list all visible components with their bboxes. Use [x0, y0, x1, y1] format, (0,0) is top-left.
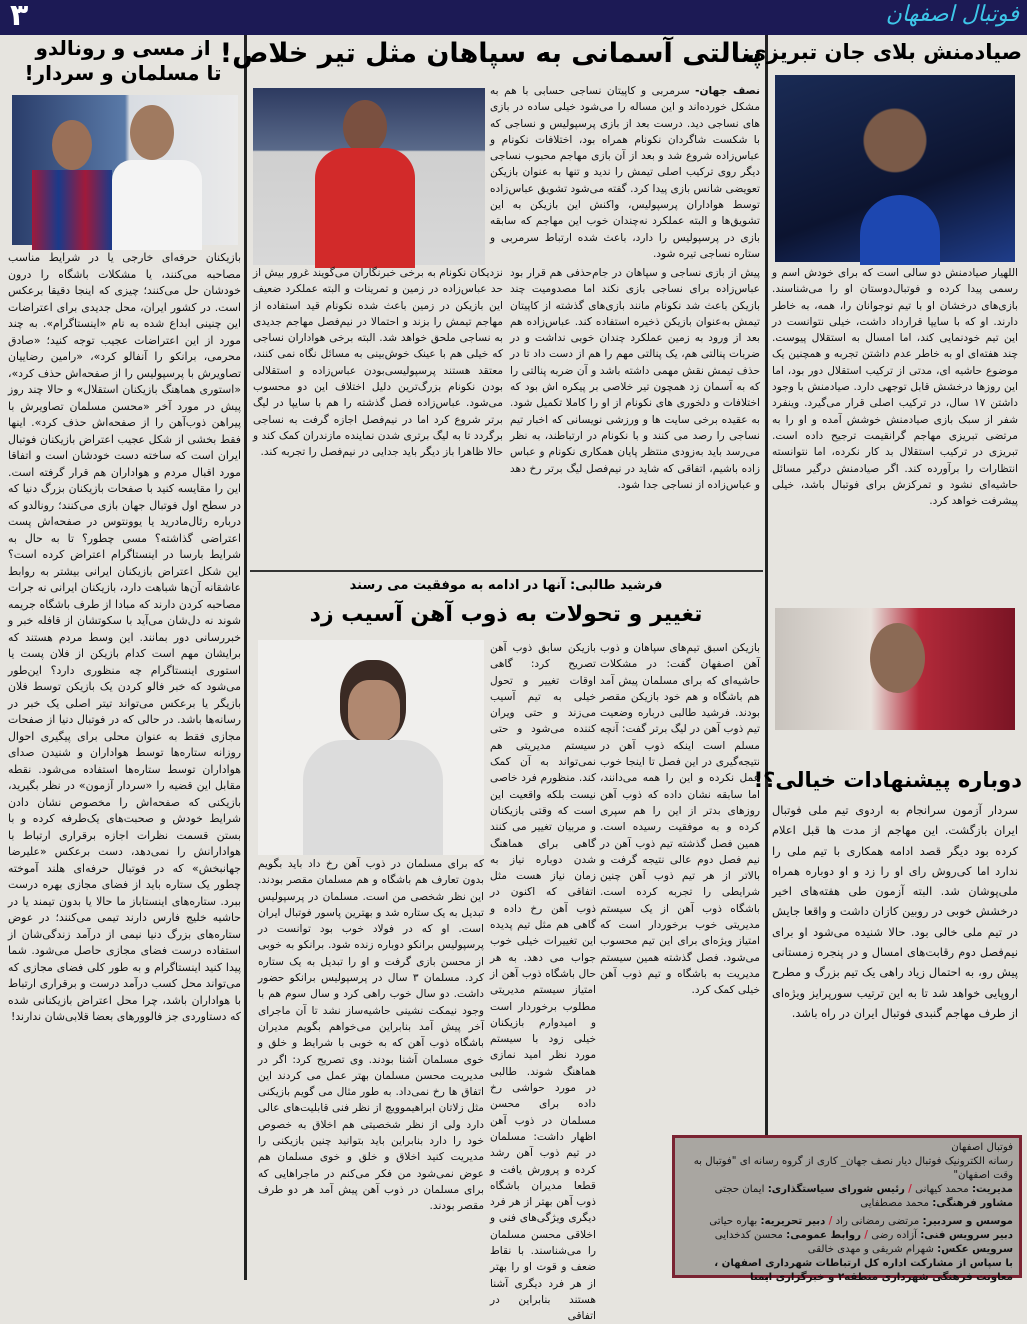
headline-line: از مسی و رونالدو	[35, 36, 211, 60]
label: روابط عمومی:	[786, 1230, 861, 1241]
photo-farshid-talebi	[258, 640, 484, 855]
label: موسس و سردبیر:	[922, 1216, 1013, 1227]
player-photo-sayadmanesh	[775, 75, 1015, 262]
player-photo-abbaszadeh	[253, 88, 485, 265]
credits-thanks: با سپاس از مشارکت اداره کل ارتباطات شهرداری اصفهان ، معاونت فرهنگی شهرداری منطقه۲ و خبرگزاری ایمنا	[714, 1258, 1013, 1283]
label: سرویس عکس:	[937, 1244, 1013, 1255]
column-divider	[244, 35, 247, 1280]
value: ایمان حجتی	[714, 1184, 765, 1195]
value: آزاده رضی	[871, 1230, 917, 1241]
photo-messi-ronaldo	[12, 95, 238, 245]
lead-source: نصف جهان-	[695, 85, 760, 97]
label: دبیر تحریریه:	[760, 1216, 826, 1227]
section-divider	[250, 570, 763, 572]
value: شهرام شریفی و مهدی خالقی	[807, 1244, 934, 1255]
body-text: سرمربی و کاپیتان نساجی حسابی با هم به مشکل خورده‌اند و این مساله را می‌شود خیلی ساده در بازی های نساجی دید. درست بعد از بازی پرسپولیس و نساجی که با شکست شاگردان نکونام همراه بود، اختلافات نکونام و عباس‌زاده شروع شد و بعد از آن بازی مهاجم محبوب نساجی دیگر روی ترکیب اصلی تیمش را ندید و تنها به عنوان بازیکن تعویضی شانس بازی پیدا کرد. گفته می‌شود تشویق عباس‌زاده توسط هواداران پرسپولیس، واکنش این بازیکن به این تشویق‌ها و البته عملکرد نه‌چندان خوب این مهاجم که سابقه بازی در پرسپولیس را دارد، باعث شده ارتباط سرمربی و ستاره نساجی تیره شود.	[490, 85, 760, 260]
headline-line: تا مسلمان و سردار!	[24, 61, 222, 85]
page-header	[0, 0, 1027, 35]
column-divider	[765, 35, 768, 1280]
headline-zobahan: تغییر و تحولات به ذوب آهن آسیب زد	[309, 602, 703, 627]
player-photo-azmoun	[775, 608, 1015, 730]
article-body-zobahan-col3: که برای مسلمان در ذوب آهن رخ داد باید بگویم بدون تعارف هم باشگاه و هم مسلمان مقصر بودند. این نظر شخصی من است. مسلمان در پرسپولیس تبدیل به یک ستاره شد و بهترین پاسور فوتبال ایران است. او که در فولاد خوب بود توانست در پرسپولیس برانکو دوباره زنده شود. برانکو به خوبی از محسن بازی گرفت و او را تبدیل به یک ستاره کرد. مسلمان ۳ سال در پرسپولیس برانکو حضور داشت. دو سال خوب راهی کرد و سال سوم هم با وجود نیمکت نشینی حاشیه‌ساز نشد تا آن ماجرای آخر پیش آمد بنابراین می‌خواهم بگویم مدیران باشگاه ذوب آهن که به خوبی با شرایط و خلق و خوی مسلمان آشنا بودند. وی تصریح کرد: اگر در مدیریت محسن مسلمان بهتر عمل می کردند این اتفاق ها رخ نمی‌داد. به طور مثال می گویم بازیکنی مثل زلاتان ابراهیموویچ از نظر فنی قابلیت‌های عالی دارد ولی از نظر شخصیتی هم اخلاق به خصوص خود را دارد بنابراین باید بتوانید چنین بازیکنی را مدیریت کنید اخلاق و خلق و خوی مسلمان هم عوض نمی‌شود من فکر می‌کنم در ماجراهایی که برای مسلمان در ذوب آهن پیش آمد هر دو طرف مقصر بودند.	[258, 858, 484, 1213]
article-body-penalty-lead	[490, 83, 760, 265]
value: محسن کدخدایی	[714, 1230, 783, 1241]
value: بهاره حیاتی	[709, 1216, 758, 1227]
label: مشاور فرهنگی:	[932, 1198, 1013, 1209]
label: مدیریت:	[971, 1184, 1013, 1195]
article-body-messi-ronaldo: بازیکنان حرفه‌ای خارجی یا در شرایط مناسب مصاحبه می‌کنند، یا مشکلات باشگاه را درون خودشان حل می‌کنند؛ چیزی که اینجا دقیقا برعکس است. در کشور ایران، محل جدیدی برای اعتراضات این چنینی ابداع شده به نام «اینستاگرام». به چند مورد از این اعتراضات عجیب توجه کنید؛ «صادق محرمی، برانکو را آنفالو کرد»، «رامین رضاییان تصاویرش با پرسپولیس را از صفحه‌اش حذف کرد»، «استوری هماهنگ بازیکنان استقلال» و حالا چند روز پیش در مورد آخر «محسن مسلمان تصاویرش با پیراهن ذوب‌آهن را از صفحه‌اش حذف کرد». اینها فقط بخشی از شکل عجیب اعتراض بازیکنان فوتبال ایران است که ساخته دست خودشان است و اتفاقا مورد اقبال مردم و هواداران هم قرار گرفته است. این را مقایسه کنید با صفحات بازیکنان بزرگ دنیا که در سطح اول فوتبال جهان بازی می‌کنند؛ رونالدو که درباره رئال‌مادرید یا یوونتوس در صفحه‌اش پست اعتراضی گذاشته؟ مسی چطور؟ تا به حال به شرایط بارسا در اینستاگرام اعتراض کرده است؟ این شکل اعتراض بازیکنان ایرانی بیشتر به روابط عاشقانه آن‌ها شباهت دارد، بازیکنان ایرانی نه جرات مصاحبه کردن دارند که مبادا از طرف باشگاه جریمه شوند نه دل‌شان می‌آید با سکوتشان از قافله خبر و خبررسانی دور بمانند. این وسط مردم هستند که برایشان مهم است کدام بازیکن از فلان پست یا استوری اینستاگرام چه منظوری دارد؟ این‌طور می‌شود که خبر فالو کردن یک بازیکن توسط فلان بازیگر یا برعکس می‌تواند تیتر اصلی یک خبر در رسانه‌ها باشد. در حالی که در فوتبال دنیا از صفحات مجازی فقط به عنوان محلی برای پیگیری احوال روزانه ستاره‌ها توسط هواداران و شنیدن صدای هواداران توسط ستاره‌ها استفاده می‌شود. نقطه مقابل این قضیه را «سردار آزمون» در نظر بگیرید، بازیکنی که صفحه‌اش را مخصوص نشان دادن شرایط خودش و صحبت‌های یک‌طرفه کرده و با بستن قسمت نظرات اجازه برقراری ارتباط با هوادارانش را نمی‌دهد، دست برعکس «علیرضا جهانبخش» که در فوتبال حرفه‌ای هلند آموخته چطور یک ستاره باید از فضای مجازی بهره درست ببرد. ستاره‌های اینستاباز ما حالا یا بدون تیمند یا در حاشیه خلیج فارس دارند تیمی می‌کنند؛ در عوض ستاره‌های بزرگ دنیا نیمی از درآمد زندگی‌شان از استفاده درست فضای مجازی حاصل می‌شود. شما پیدا کنید اینستاگرام و به طور کلی فضای مجازی که می‌تواند محل کسب درآمد درست و برقراری ارتباط با هواداران باشد، چرا محل اعتراض بازیکنانی شده که دستاوردی جز فالوورهای بعضا قلابی‌شان ندارند!	[8, 251, 241, 1023]
article-body-zobahan-col1: بازیکن اسبق تیم‌های سپاهان و ذوب آهن اصفهان گفت: در مشکلات حاشیه‌ای که برای مسلمان پیش آمد هم باشگاه و هم خود بازیکن مقصر بودند. فرشید طالبی درباره وضعیت تیم ذوب آهن در لیگ برتر گفت: آنچه مسلم است اینکه ذوب آهن در نتیجه‌گیری در این فصل تا اینجا خوب عمل نکرده و این را همه می‌دانند، اما سابقه نشان داده که ذوب آهن روزهای بدتر از این را هم سپری کرده و به موفقیت رسیده است. همین فصل گذشته تیم ذوب آهن در نیم فصل دوم عالی نتیجه گرفت و بالاتر از هر تیم ذوب آهن چنین شرایطی را تجربه کرده است. باشگاه ذوب آهن از یک سیستم مدیریتی خوب برخوردار است که امتیاز ویژه‌ای برای این تیم محسوب می‌شود. فصل گذشته همین سیستم مدیریت به باشگاه و تیم ذوب آهن خیلی کمک کرد.	[600, 642, 760, 997]
article-body-penalty-col1: پیش از بازی نساجی و سپاهان در جام‌حذفی هم قرار بود عباس‌زاده برای نساجی بازی نکند اما مصدومیت چند بازیکن باعث شد نکونام مانند بازی‌های گذشته از کاپیتان تیمش به‌عنوان بازیکن ذخیره استفاده کند. عباس‌زاده هم بعد از ورود به زمین عملکرد چندان خوبی نداشت و در ضربات پنالتی هم، یک پنالتی مهم را هم از دست داد تا در حذف تیمش نقش مهمی داشته باشد و آن ضربه پنالتی را که به آسمان زد همچون تیر خلاصی بر پیکره اش بود که اختلافات و دلخوری های نکونام از او را کاملا تکمیل شود. به عقیده برخی سایت ها و ورزشی نویسانی که اخبار تیم نساجی را رصد می کنند و با نکونام در ارتباطند، به نظر می‌رسد باید به‌زودی منتظر پایان همکاری نکونام و عباس زاده باشیم، اتفاقی که شاید در نیم‌فصل لیگ برتر رخ دهد و عباس‌زاده از نساجی جدا شود.	[510, 267, 760, 491]
credits-subtitle: رسانه الکترونیک فوتبال دیار نصف جهان_ کاری از گروه رسانه ای "فوتبال به وقت اصفهان"	[693, 1156, 1013, 1181]
value: محمد مصطفایی	[860, 1198, 929, 1209]
value: محمد کیهانی	[915, 1184, 969, 1195]
label: دبیر سرویس فنی:	[920, 1230, 1013, 1241]
article-body-sayadmanesh: اللهیار صیادمنش دو سالی است که برای خودش اسم و رسمی پیدا کرده و فوتبال‌دوستان او را می‌شناسند. بازی‌های درخشان او با تیم نوجوانان را، همه، به خاطر دارند. او که با سایپا قرارداد داشت، خیلی نتوانست در این تیم خودنمایی کند، اما امسال به استقلال پیوست. چند هفته‌ای او به خاطر عدم داشتن تجربه و همچنین یک موضوع حاشیه ای، مدتی از ترکیب استقلال دور بود، اما این روزها درخشش قابل توجهی دارد. صیادمنش با وجود داشتن ۱۷ سال، در ترکیب اصلی قرار می‌گیرد. وینفرد شفر از سبک بازی صیادمنش خوشش آمده و او را به مرتضی تبریزی مهاجم گرانقیمت ترجیح داده است. تبریزی در ترکیب استقلال بد کار نکرده، اما نتوانسته انتظارات را برآورده کند. اگر صیادمنش درگیر مسائل حاشیه‌ای نشود و تمرکزش برای فوتبال باشد، خیلی پیشرفت خواهد کرد.	[772, 267, 1018, 508]
logo: فوتبال اصفهان	[885, 2, 1019, 27]
value: مرتضی رمضانی راد	[835, 1216, 920, 1227]
article-body-zobahan-col2: بازیکن سابق ذوب آهن تصریح کرد: گاهی اوقات تغییر و تحول خیلی به تیم آسیب می‌زند و حتی ویران کننده می‌شود و حتی سیستم مدیریتی هم نمی‌تواند به آن کمک کند. منظورم فرد خاصی نیست بلکه واقعیت این است که وقتی بازیکنان و مربیان تغییر می کنند گاهی برای هماهنگ شدن دوباره نیاز به زمان نیاز هست مثل اتفاقی که اکنون در ذوب آهن رخ داده و گاهی هم مثل تیم پدیده این تغییرات خیلی خوب جواب می دهد. به هر حال باشگاه ذوب آهن از امتیاز سیستم مدیریتی مطلوب برخوردار است و امیدوارم بازیکنان خیلی زود با سیستم مورد نظر امید نمازی هماهنگ شوند. طالبی در مورد حواشی رخ داده برای محسن مسلمان در ذوب آهن اظهار داشت: مسلمان در تیم ذوب آهن رشد کرده و پرورش یافت و قطعا مدیران باشگاه ذوب آهن بهتر از هر فرد دیگری ویژگی‌های فنی و اخلاقی محسن مسلمان را می‌شناسند. با نقاط ضعف و قوت او را بهتر از هر فرد دیگری آشنا هستند بنابراین در اتفاقی	[490, 642, 596, 1323]
kicker-talebi: فرشید طالبی: آنها در ادامه به موفقیت می رسند	[349, 578, 663, 593]
label: رئیس شورای سیاستگذاری:	[767, 1184, 905, 1195]
article-body-azmoun: سردار آزمون سرانجام به اردوی تیم ملی فوتبال ایران بازگشت. این مهاجم از مدت ها قبل اعلام کرده بود دیگر قصد ادامه همکاری با تیم ملی را ندارد اما کی‌روش رای او را زد و او دوباره همراه ملی‌پوشان شد. البته آزمون طی هفته‌های اخیر درخشش خوبی در روبین کازان داشت و واقعا جایش در تیم ملی خالی بود. حالا شنیده می‌شود او برای نیم‌فصل دوم رقابت‌های امسال و در پنجره زمستانی پیش رو، به احتمال زیاد راهی یک تیم بزرگ و مطرح اروپایی خواهد شد تا به این ترتیب سورپرایز ویژه‌ای از طرف مهاجم گنبدی فوتبال ایران در راه باشد.	[772, 803, 1018, 1020]
article-body-penalty-col2: نزدیکان نکونام به برخی خبرنگاران می‌گویند غرور بیش از حد عباس‌زاده در زمین و تمرینات و البته عملکرد ضعیف این بازیکن در زمین باعث شده نکونام قید استفاده از مهاجم تیمش را بزند و احتمالا در نیم‌فصل مهاجم جدیدی به نساجی ملحق خواهد شد. البته برخی هواداران نساجی که خیلی هم با عینک خوش‌بینی به مسائل نگاه نمی کنند، معتقد هستند پرسپولیسی‌بودن عباس‌زاده و استقلالی بودن نکونام بزرگ‌ترین دلیل اختلاف این دو محسوب می‌شود. عباس‌زاده فصل گذشته را هم با سایپا در لیگ برتر شروع کرد اما در نیم‌فصل اجازه گرفت به نساجی برگردد تا به لیگ برتری شدن نماینده مازندران کمک کند و حالا ظاهرا باز دیگر باید جدایی در نیم‌فصل را تجربه کند.	[253, 267, 503, 459]
headline-azmoun: دوباره پیشنهادات خیالی؟!	[753, 768, 1022, 792]
headline-penalty: پنالتی آسمانی به سپاهان مثل تیر خلاص!	[219, 38, 762, 69]
page-number: ۳	[10, 0, 29, 33]
credits-title: فوتبال اصفهان	[951, 1142, 1013, 1153]
headline-sayadmanesh: صیادمنش بلای جان تبریزی	[747, 40, 1022, 64]
credits-box: فوتبال اصفهان رسانه الکترونیک فوتبال دیار نصف جهان_ کاری از گروه رسانه ای "فوتبال به وقت اصفهان" مدیریت: محمد کیهانی / رئیس شورای سیاستگذاری: ایمان حجتی مشاور فرهنگی: محمد مصطفایی موسس و سردبیر: مرتضی رمضانی راد / دبیر تحریریه: بهاره حیاتی دبیر سرویس فنی: آزاده رضی / روابط عمومی: محسن کدخدایی سرویس عکس: شهرام شریفی و مهدی خالقی با سپاس از مشارکت اداره کل ارتباطات شهرداری اصفهان ، معاونت فرهنگی شهرداری منطقه۲ و خبرگزاری ایمنا	[672, 1135, 1022, 1278]
headline-messi-ronaldo	[5, 36, 241, 86]
